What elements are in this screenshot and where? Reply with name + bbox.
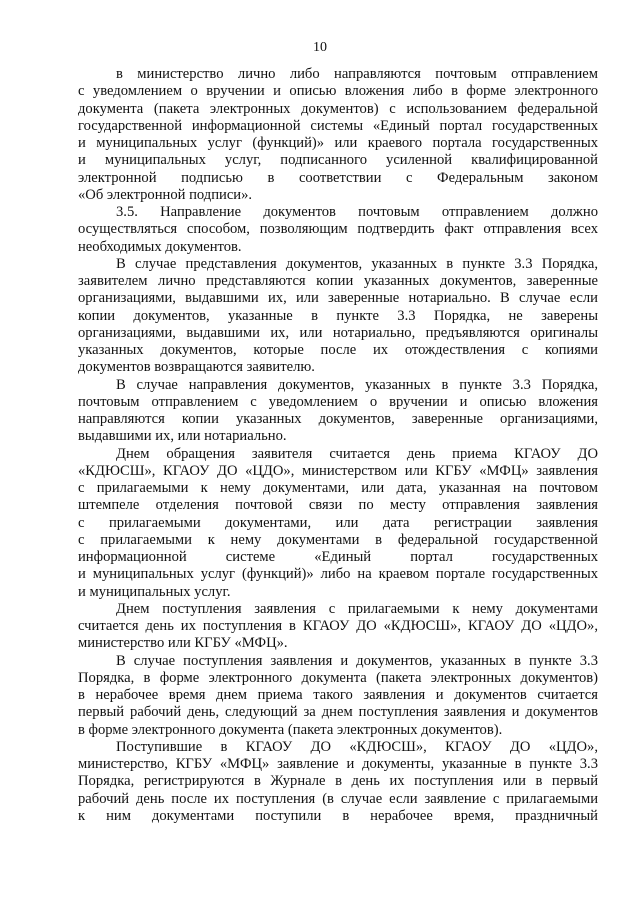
paragraph — [78, 66, 598, 204]
text-line: Днем поступления заявления с прилагаемыми к нему документами — [116, 600, 598, 617]
text-line: указанных документов, которые после их отождествления с копиями — [78, 342, 598, 358]
text-line: документов возвращаются заявителю. — [78, 359, 315, 376]
text-line: с уведомлением о вручении и описью вложения либо в форме электронного — [78, 83, 598, 100]
text-line: первый рабочий день, следующий за днем поступления заявления и документов — [78, 704, 598, 721]
paragraph — [78, 601, 598, 653]
text-line: выдавшими их, или нотариально. — [78, 428, 287, 445]
text-line: и муниципальных услуг. — [78, 583, 231, 600]
text-line: организациями, выдавшими их, или нотариально, предъявляются оригиналы — [78, 324, 598, 341]
text-line: Днем обращения заявителя считается день приема КГАОУ ДО — [116, 445, 598, 462]
paragraph — [78, 256, 598, 377]
text-line: министерство, КГБУ «МФЦ» заявление и документы, указанные в пункте 3.3 — [78, 756, 598, 772]
paragraph — [78, 653, 598, 739]
text-line: осуществляться способом, позволяющим подтвердить факт отправления всех — [78, 221, 598, 238]
text-line: Порядка, регистрируются в Журнале в день их поступления или в первый — [78, 773, 598, 790]
text-line: штемпеле отделения почтовой связи по месту отправления заявления — [78, 497, 598, 514]
text-line: в форме электронного документа (пакета электронных документов). — [78, 721, 503, 738]
text-line: заявителем лично представляются копии указанных документов, заверенные — [78, 273, 598, 289]
text-line: организациями, выдавшими их, или заверенные нотариально. В случае если — [78, 290, 598, 307]
text-line: с прилагаемыми к нему документами в федеральной государственной — [78, 531, 598, 548]
text-line: электронной подписью в соответствии с Федеральным законом — [78, 169, 598, 186]
text-line: 3.5. Направление документов почтовым отправлением должно — [116, 204, 598, 220]
text-line: Порядка, в форме электронного документа (пакета электронных документов) — [78, 669, 598, 686]
text-line: и муниципальных услуг, подписанного усиленной квалифицированной — [78, 152, 598, 169]
page-number: 10 — [313, 40, 327, 55]
text-line: с прилагаемыми к нему документами, или дата, указанная на почтовом — [78, 480, 598, 496]
text-line: «КДЮСШ», КГАОУ ДО «ЦДО», министерством или КГБУ «МФЦ» заявления — [78, 462, 598, 479]
paragraph — [78, 739, 598, 825]
paragraph — [78, 446, 598, 601]
text-line: государственной информационной системы «Единый портал государственных — [78, 117, 598, 134]
text-line: к ним документами поступили в нерабочее время, праздничный — [78, 807, 598, 824]
text-line: документа (пакета электронных документов) с использованием федеральной — [78, 100, 598, 117]
text-line: необходимых документов. — [78, 238, 242, 255]
text-line: рабочий день после их поступления (в случае если заявление с прилагаемыми — [78, 790, 598, 807]
text-line: с прилагаемыми документами, или дата регистрации заявления — [78, 514, 598, 531]
text-line: считается день их поступления в КГАОУ ДО «КДЮСШ», КГАОУ ДО «ЦДО», — [78, 618, 598, 634]
text-line: направляются копии указанных документов, заверенные организациями, — [78, 411, 598, 427]
text-line: информационной системе «Единый портал государственных — [78, 549, 598, 565]
text-line: Поступившие в КГАОУ ДО «КДЮСШ», КГАОУ ДО «ЦДО», — [116, 738, 598, 755]
text-line: и муниципальных услуг (функций)» или краевого портала государственных — [78, 135, 598, 151]
text-line: в нерабочее время днем приема такого заявления и документов считается — [78, 687, 598, 703]
paragraph — [78, 204, 598, 256]
text-line: В случае представления документов, указанных в пункте 3.3 Порядка, — [116, 255, 598, 272]
text-line: почтовым отправлением с уведомлением о вручении и описью вложения — [78, 393, 598, 410]
text-line: министерство или КГБУ «МФЦ». — [78, 635, 288, 652]
text-line: В случае поступления заявления и документов, указанных в пункте 3.3 — [116, 652, 598, 669]
text-line: и муниципальных услуг (функций)» либо на краевом портале государственных — [78, 566, 598, 583]
text-line: В случае направления документов, указанных в пункте 3.3 Порядка, — [116, 376, 598, 393]
paragraph — [78, 377, 598, 446]
document-body — [78, 66, 598, 825]
text-line: «Об электронной подписи». — [78, 186, 253, 203]
text-line: в министерство лично либо направляются почтовым отправлением — [116, 66, 598, 82]
text-line: копии документов, указанные в пункте 3.3 Порядка, не заверены — [78, 307, 598, 324]
